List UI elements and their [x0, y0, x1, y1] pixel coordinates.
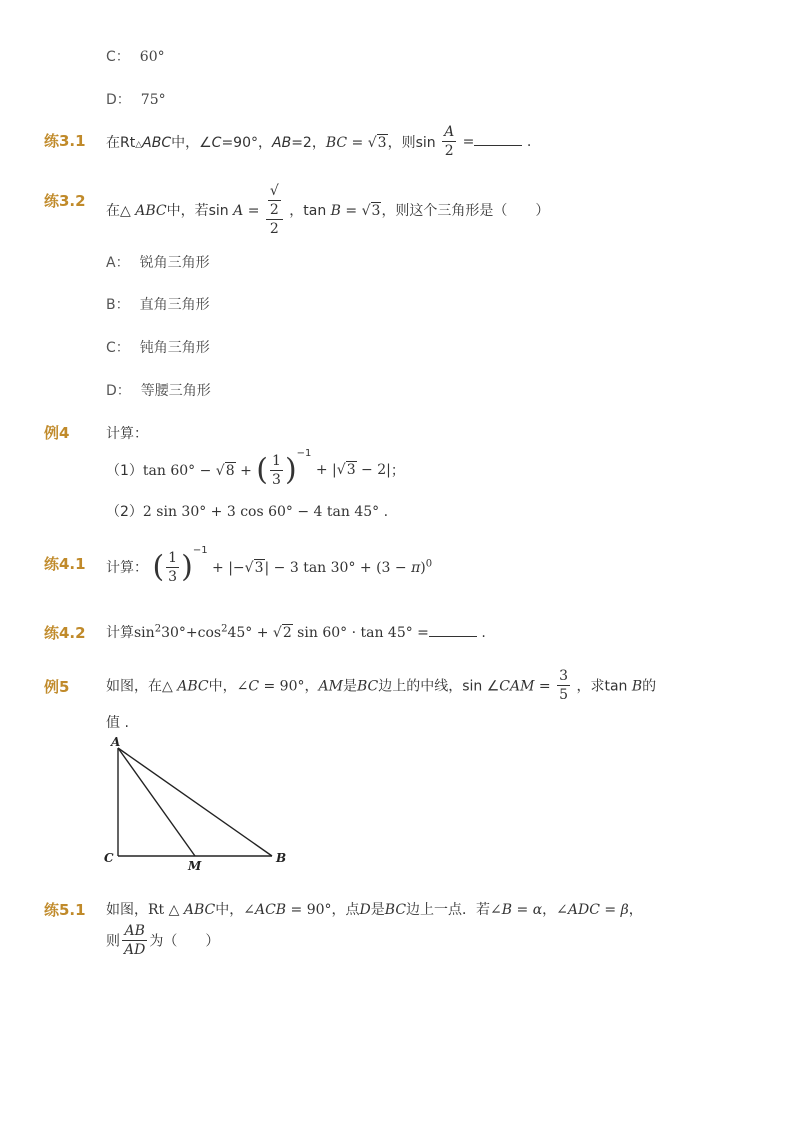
- option-c-top[interactable]: C： 60°: [106, 49, 165, 65]
- vertex-label-b: B: [276, 851, 287, 865]
- vertex-label-a: A: [111, 735, 121, 749]
- option-a-3-2[interactable]: A： 锐角三角形: [106, 255, 210, 271]
- triangle-figure: [100, 734, 300, 874]
- exercise-3-1-question: 在Rt△ABC中，∠C=90°，AB=2，BC = √3，则sin $\frac{A}{2}$ = .: [106, 124, 532, 159]
- example-5-line1: 如图，在△ ABC中，∠C = 90°，AM是BC边上的中线，sin ∠CAM = $\frac{3}{5}$ ，求tan B的: [106, 668, 657, 703]
- exercise-tag-4-2: 练4.2: [44, 624, 86, 642]
- option-c-3-2[interactable]: C： 钝角三角形: [106, 340, 210, 356]
- median-am: [118, 748, 195, 856]
- example-4-q2: （2）2 sin 30° + 3 cos 60° − 4 tan 45° .: [106, 504, 389, 520]
- side-ab: [118, 748, 272, 856]
- exercise-4-2-question: 计算$\sin^230^\circ+\cos^245^\circ + √2$ sin 60° · tan 45° = .: [106, 623, 486, 641]
- example-tag-5: 例5: [44, 678, 70, 696]
- example-5-line2: 值 .: [106, 715, 129, 731]
- exercise-4-1-question: 计算： ( $\frac{1}{3}$ )$^{-1}$ + |−√3| − 3 $\tan 30^\circ + (3 - \pi)^0$: [106, 545, 433, 585]
- point-label-m: M: [188, 859, 202, 873]
- exercise-3-2-question: 在△ ABC中，若sin A = √ 2 2 ，tan B = √3，则这个三角形是（ ）: [106, 183, 550, 237]
- option-d-3-2[interactable]: D： 等腰三角形: [106, 383, 211, 399]
- option-d-top[interactable]: D： 75°: [106, 92, 166, 108]
- option-b-3-2[interactable]: B： 直角三角形: [106, 297, 210, 313]
- exercise-tag-4-1: 练4.1: [44, 555, 86, 573]
- exercise-5-1-line1: 如图，Rt △ ABC中，∠ACB = 90°，点D是BC边上一点．若∠B = α，∠ADC = β，: [106, 902, 643, 918]
- exercise-tag-5-1: 练5.1: [44, 901, 86, 919]
- exercise-tag-3-2: 练3.2: [44, 192, 86, 210]
- example-4-intro: 计算：: [106, 426, 148, 442]
- vertex-label-c: C: [104, 851, 114, 865]
- example-4-q1: （1）tan 60° − √8 + ( $\frac{1}{3}$ )$^{-1}$ + |√3 − 2|；: [106, 448, 405, 488]
- exercise-tag-3-1: 练3.1: [44, 132, 86, 150]
- exercise-5-1-line2: 则 $\frac{AB}{AD}$ 为（ ）: [106, 923, 220, 958]
- example-tag-4: 例4: [44, 424, 70, 442]
